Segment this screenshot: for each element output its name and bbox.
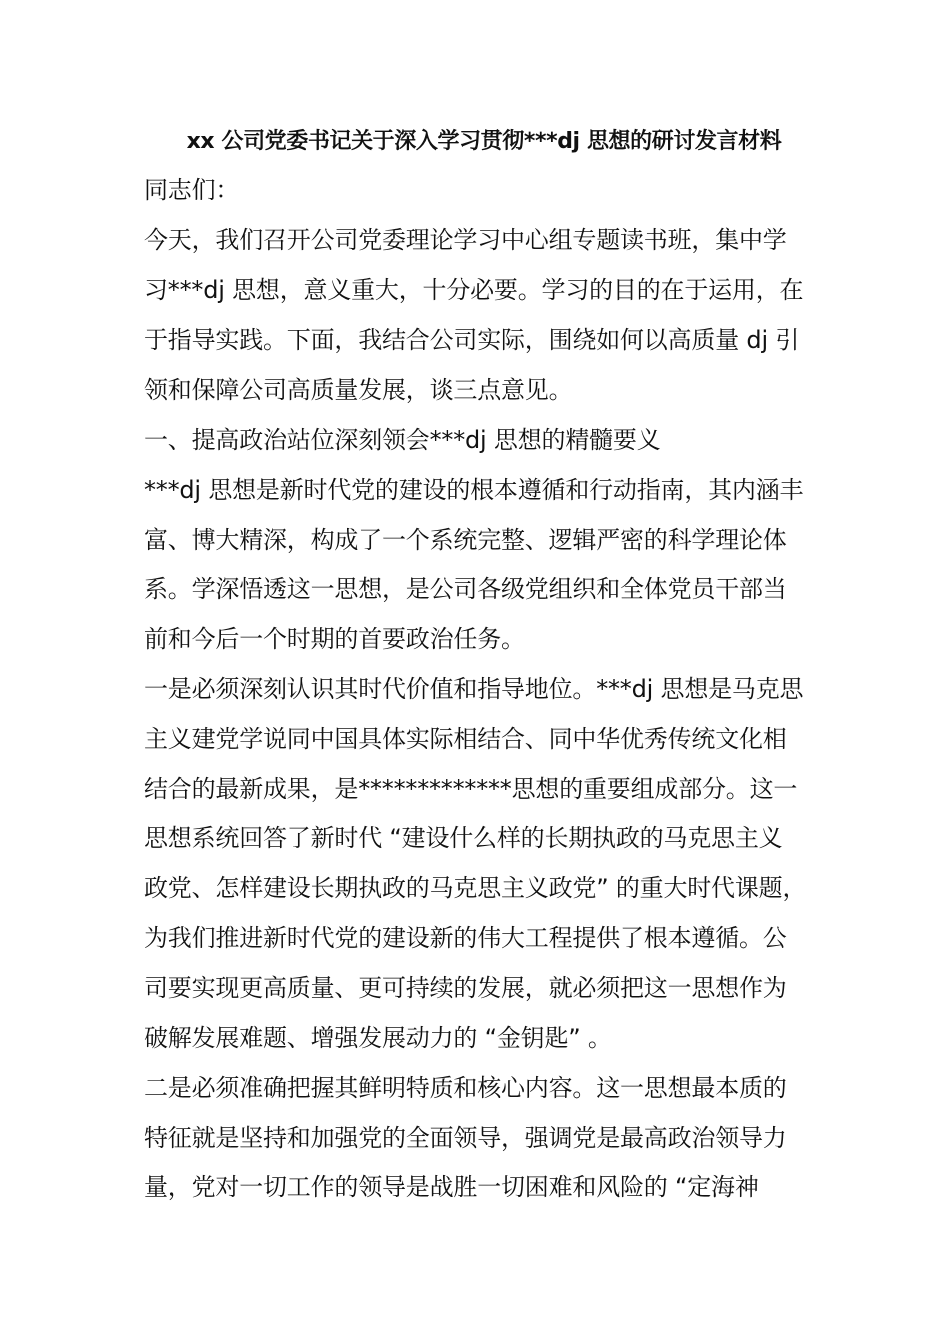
text-line: 量，党对一切工作的领导是战胜一切困难和风险的 “定海神 bbox=[144, 1173, 759, 1201]
text-line: 领和保障公司高质量发展，谈三点意见。 bbox=[144, 376, 573, 404]
text-line: 思想系统回答了新时代 “建设什么样的长期执政的马克思主义 bbox=[144, 824, 783, 852]
text-line: 系。学深悟透这一思想，是公司各级党组织和全体党员干部当 bbox=[144, 575, 787, 603]
text-line: 今天，我们召开公司党委理论学习中心组专题读书班，集中学 bbox=[144, 226, 787, 254]
text-line: 破解发展难题、增强发展动力的 “金钥匙” 。 bbox=[144, 1024, 612, 1052]
text-line: 司要实现更高质量、更可持续的发展，就必须把这一思想作为 bbox=[144, 974, 787, 1002]
text-line: 于指导实践。下面，我结合公司实际，围绕如何以高质量 dj 引 bbox=[144, 326, 800, 354]
text-line: 富、博大精深，构成了一个系统完整、逻辑严密的科学理论体 bbox=[144, 526, 787, 554]
text-line: 一是必须深刻认识其时代价值和指导地位。***dj 思想是马克思 bbox=[144, 675, 804, 703]
text-line: 为我们推进新时代党的建设新的伟大工程提供了根本遵循。公 bbox=[144, 924, 787, 952]
text-line: 二是必须准确把握其鲜明特质和核心内容。这一思想最本质的 bbox=[144, 1074, 787, 1102]
text-line: 主义建党学说同中国具体实际相结合、同中华优秀传统文化相 bbox=[144, 725, 787, 753]
section-heading: 一、提高政治站位深刻领会***dj 思想的精髓要义 bbox=[144, 426, 661, 454]
text-line: 前和今后一个时期的首要政治任务。 bbox=[144, 625, 525, 653]
document-title: xx 公司党委书记关于深入学习贯彻***dj 思想的研讨发言材料 bbox=[186, 129, 782, 154]
text-line: 同志们： bbox=[144, 176, 240, 204]
text-line: ***dj 思想是新时代党的建设的根本遵循和行动指南，其内涵丰 bbox=[144, 476, 804, 504]
text-line: 特征就是坚持和加强党的全面领导，强调党是最高政治领导力 bbox=[144, 1124, 787, 1152]
text-line: 结合的最新成果，是*************思想的重要组成部分。这一 bbox=[144, 775, 798, 803]
text-line: 习***dj 思想，意义重大，十分必要。学习的目的在于运用，在 bbox=[144, 276, 804, 304]
text-line: 政党、怎样建设长期执政的马克思主义政党” 的重大时代课题， bbox=[144, 874, 807, 902]
